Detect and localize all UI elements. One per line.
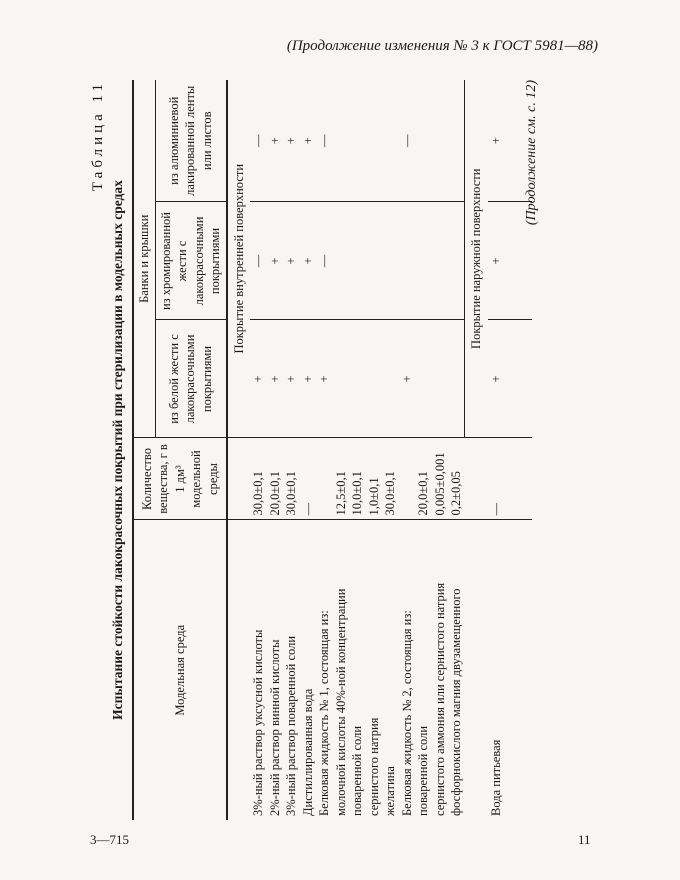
row-name: сернистого натрия xyxy=(366,717,381,816)
row-alu: — xyxy=(399,80,416,202)
row-qty: 30,0±0,1 xyxy=(250,438,267,520)
rotated-table-block xyxy=(90,80,540,820)
row-chrome: + xyxy=(283,202,300,320)
row-chrome: + xyxy=(300,202,317,320)
col-chrome-tin: из хромированной жести с лакокрасочными покрытиями xyxy=(155,202,227,320)
row-qty: — xyxy=(300,438,317,520)
row-name: поваренной соли xyxy=(416,725,430,816)
row-name: Белковая жидкость № 2, состоящая из: xyxy=(399,610,414,816)
row-white: + xyxy=(250,320,267,438)
row-chrome: — xyxy=(250,202,267,320)
col-quantity: Количество вещества, г в 1 дм³ модельной среды xyxy=(133,438,227,520)
table-row xyxy=(267,80,284,820)
row-white: + xyxy=(399,320,416,438)
col-white-tin: из белой жести с лакокрасочными покрытиями xyxy=(155,320,227,438)
table-row xyxy=(300,80,317,820)
row-chrome: — xyxy=(316,202,333,320)
table-row xyxy=(250,80,267,820)
row-qty: 10,0±0,1 xyxy=(349,438,366,520)
row-qty: 30,0±0,1 xyxy=(283,438,300,520)
row-chrome xyxy=(399,202,416,320)
row-qty: 20,0±0,1 xyxy=(415,438,432,520)
row-qty: 1,0±0,1 xyxy=(366,438,383,520)
footer-code: 3—715 xyxy=(90,832,129,847)
row-alu: + xyxy=(300,80,317,202)
row-name: молочной кислоты 40%-ной концентрации xyxy=(333,588,348,816)
table-row xyxy=(349,80,366,820)
row-alu: + xyxy=(267,80,284,202)
table-row xyxy=(415,80,432,820)
row-qty: 30,0±0,1 xyxy=(382,438,399,520)
table-row xyxy=(432,80,449,820)
page-header: (Продолжение изменения № 3 к ГОСТ 5981—88) xyxy=(286,38,598,54)
row-chrome: + xyxy=(267,202,284,320)
table-row xyxy=(366,80,383,820)
table-row xyxy=(316,80,333,820)
row-white: + xyxy=(488,320,505,438)
table-row xyxy=(448,80,465,820)
row-alu: — xyxy=(250,80,267,202)
row-qty xyxy=(399,438,416,520)
sterilization-table xyxy=(132,80,532,820)
table-title: Испытание стойкости лакокрасочных покрытий при стерилизации в модельных средах xyxy=(110,180,125,720)
table-row xyxy=(488,80,505,820)
row-name: сернистого аммония или сернистого натрия xyxy=(432,582,447,816)
table-row xyxy=(283,80,300,820)
row-alu: — xyxy=(316,80,333,202)
row-name: 3%-ный раствор уксусной кислоты xyxy=(251,629,265,816)
col-aluminium: из алюминиевой лакированной ленты или листов xyxy=(155,80,227,202)
row-qty: 0,005±0,001 xyxy=(432,438,449,520)
row-name: 3%-ный раствор поваренной соли xyxy=(284,635,298,816)
row-name: Дистиллированная вода xyxy=(300,688,315,816)
row-chrome: + xyxy=(488,202,505,320)
row-name: Белковая жидкость № 1, состоящая из: xyxy=(317,610,331,816)
row-name: 2%-ный раствор винной кислоты xyxy=(267,639,282,816)
section-row-outer xyxy=(465,80,488,820)
row-qty: — xyxy=(488,438,505,520)
row-white: + xyxy=(300,320,317,438)
row-qty xyxy=(316,438,333,520)
row-name: желатина xyxy=(383,766,397,816)
row-qty: 0,2±0,05 xyxy=(448,438,465,520)
row-qty: 12,5±0,1 xyxy=(333,438,350,520)
row-name: поваренной соли xyxy=(350,725,364,816)
section-outer-label: Покрытие наружной поверхности xyxy=(465,80,488,438)
row-white: + xyxy=(267,320,284,438)
section-row-inner xyxy=(227,80,251,820)
row-white: + xyxy=(316,320,333,438)
table-row xyxy=(382,80,399,820)
row-name: Вода питьевая xyxy=(488,739,503,816)
row-alu: + xyxy=(488,80,505,202)
table-number: Таблица 11 xyxy=(90,80,106,192)
continuation-note: (Продолжение см. с. 12) xyxy=(524,80,539,226)
col-medium: Модельная среда xyxy=(133,520,227,820)
section-inner-label: Покрытие внутренней поверхности xyxy=(227,80,251,438)
page-number: 11 xyxy=(578,832,591,847)
row-name: фосфорнокислого магния двузамещенного xyxy=(449,588,463,816)
row-alu: + xyxy=(283,80,300,202)
row-qty: 20,0±0,1 xyxy=(267,438,284,520)
col-group: Банки и крышки xyxy=(133,80,155,438)
table-row xyxy=(399,80,416,820)
row-white: + xyxy=(283,320,300,438)
table-row xyxy=(333,80,350,820)
